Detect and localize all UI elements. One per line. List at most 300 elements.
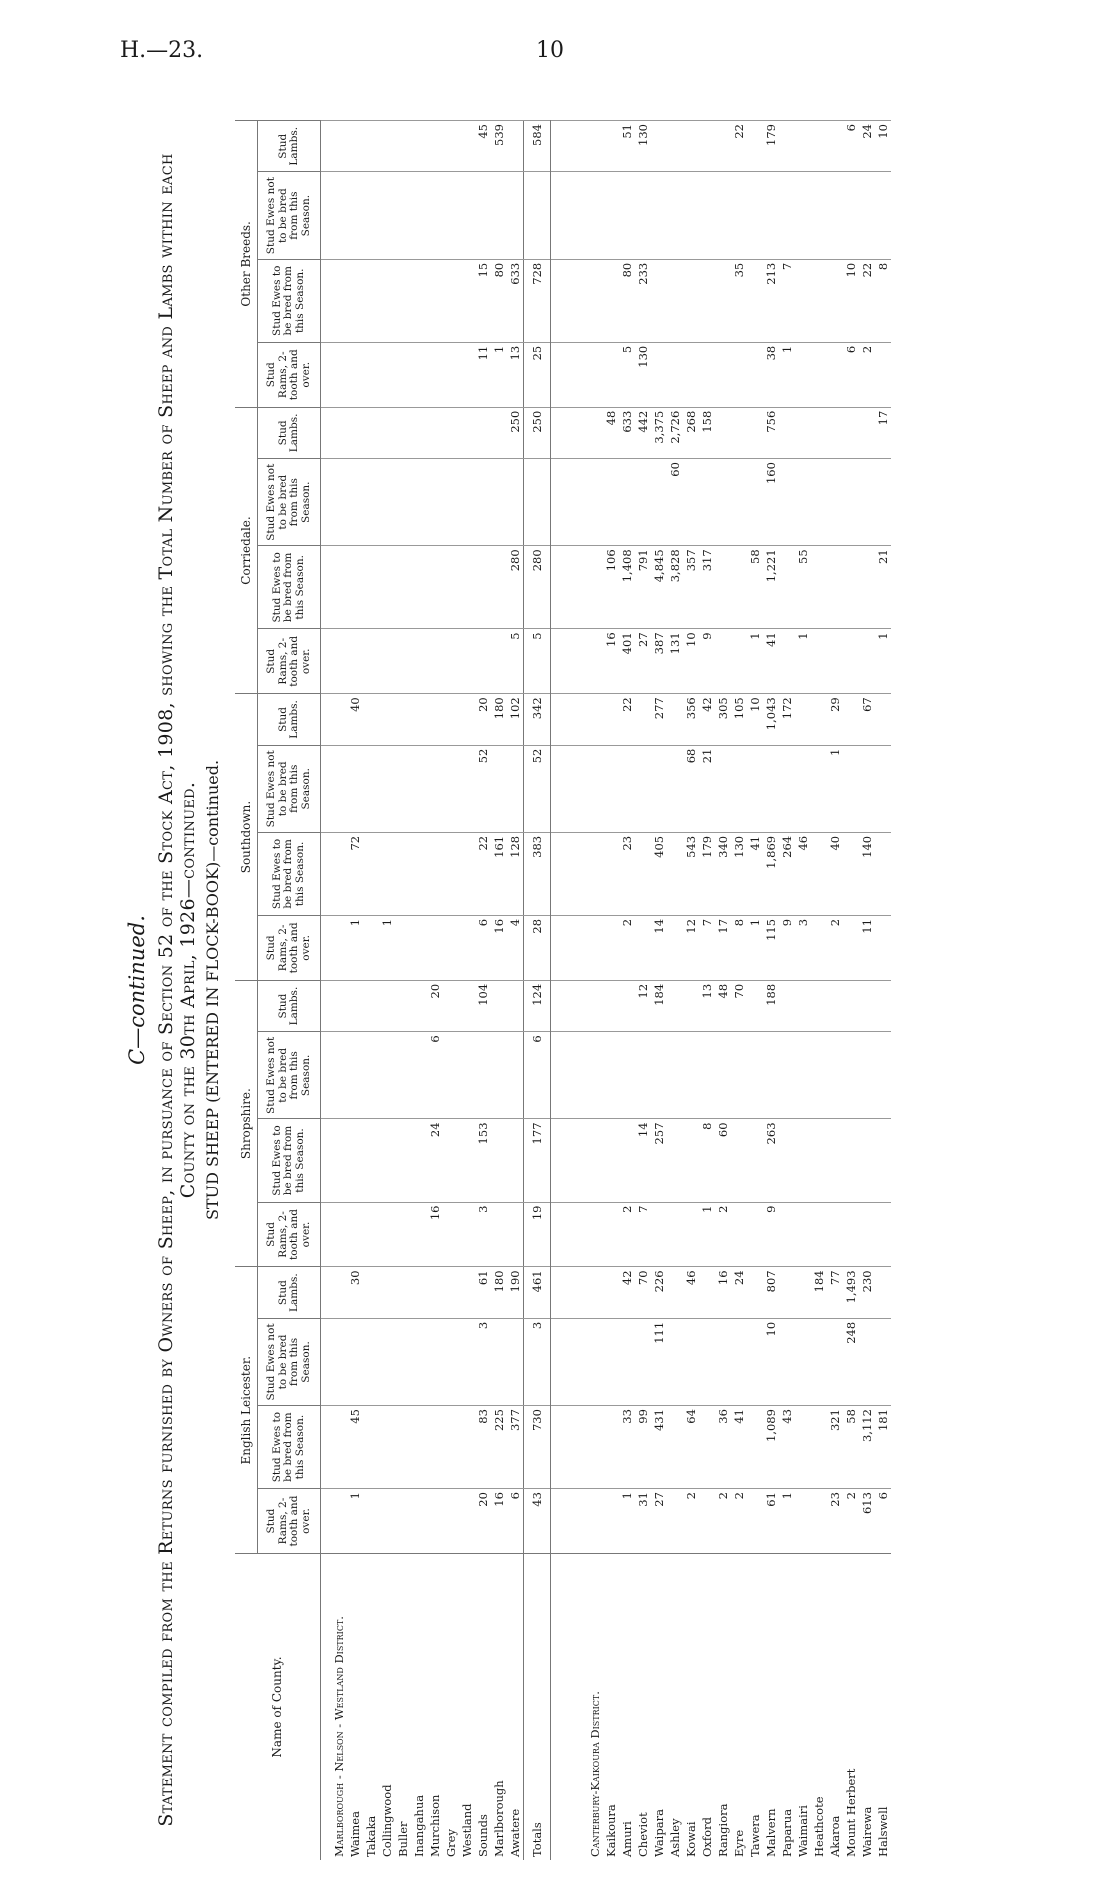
table-cell: 2 (619, 1202, 635, 1267)
table-cell (619, 1318, 635, 1405)
table-cell (379, 121, 395, 173)
table-cell (459, 694, 475, 745)
table-cell (363, 832, 379, 915)
table-cell (577, 546, 603, 629)
table-cell (667, 1032, 683, 1119)
table-cell (603, 1119, 619, 1202)
table-header (235, 121, 321, 1861)
table-cell (551, 342, 578, 407)
table-cell: 61 (763, 1489, 779, 1554)
table-cell: 31 (635, 1489, 651, 1554)
table-cell: 543 (683, 832, 699, 915)
table-cell: 1 (347, 1489, 363, 1554)
table-cell (395, 832, 411, 915)
table-cell (811, 629, 827, 694)
table-cell (827, 1318, 843, 1405)
table-cell (379, 259, 395, 342)
table-cell (779, 629, 795, 694)
table-cell (443, 121, 459, 173)
table-cell: 10 (843, 259, 859, 342)
table-cell (491, 980, 507, 1031)
table-cell (731, 546, 747, 629)
county-name: Waimea (347, 1554, 363, 1861)
table-cell (395, 172, 411, 259)
table-cell (843, 172, 859, 259)
table-cell (811, 459, 827, 546)
table-cell (379, 459, 395, 546)
table-cell: 280 (524, 546, 551, 629)
table-cell (683, 342, 699, 407)
table-cell (603, 459, 619, 546)
table-cell (731, 459, 747, 546)
table-cell (551, 459, 578, 546)
county-name: Buller (395, 1554, 411, 1861)
table-cell (395, 1032, 411, 1119)
county-name: Marlborough (491, 1554, 507, 1861)
table-cell (651, 259, 667, 342)
table-cell: 13 (507, 342, 524, 407)
table-cell (491, 172, 507, 259)
county-name: Paparua (779, 1554, 795, 1861)
table-cell (551, 546, 578, 629)
table-cell: 77 (827, 1267, 843, 1318)
table-cell (443, 407, 459, 458)
table-cell (321, 915, 348, 980)
table-cell (779, 546, 795, 629)
table-cell (747, 259, 763, 342)
table-cell (811, 745, 827, 832)
table-cell (443, 694, 459, 745)
table-cell (363, 915, 379, 980)
table-cell (363, 259, 379, 342)
table-cell (667, 1406, 683, 1489)
table-cell: 52 (524, 745, 551, 832)
table-cell (363, 1119, 379, 1202)
table-cell (667, 1202, 683, 1267)
table-cell: 179 (699, 832, 715, 915)
table-cell: 3,828 (667, 546, 683, 629)
table-cell: 40 (347, 694, 363, 745)
table-cell (619, 745, 635, 832)
table-cell (411, 407, 427, 458)
table-cell (603, 915, 619, 980)
county-name: Halswell (875, 1554, 891, 1861)
table-cell (827, 259, 843, 342)
sub-column-header: Stud Rams, 2-tooth and over. (258, 629, 321, 694)
table-cell (795, 407, 811, 458)
table-cell (507, 745, 524, 832)
table-cell: 8 (699, 1119, 715, 1202)
table-cell (811, 1406, 827, 1489)
table-row (779, 121, 795, 1861)
table-cell: 9 (779, 915, 795, 980)
table-cell (795, 980, 811, 1031)
table-cell (491, 407, 507, 458)
table-cell (667, 342, 683, 407)
table-cell: 213 (763, 259, 779, 342)
table-cell: 1 (827, 745, 843, 832)
table-row (763, 121, 779, 1861)
table-cell: 3 (524, 1318, 551, 1405)
table-cell: 33 (619, 1406, 635, 1489)
table-cell (551, 1119, 578, 1202)
table-cell (551, 172, 578, 259)
table-row (427, 121, 443, 1861)
table-cell: 584 (524, 121, 551, 173)
table-cell (427, 546, 443, 629)
table-cell (811, 832, 827, 915)
table-cell: 2 (715, 1489, 731, 1554)
county-name (551, 1554, 578, 1861)
table-cell: 161 (491, 832, 507, 915)
table-cell: 10 (747, 694, 763, 745)
table-cell (811, 121, 827, 173)
table-row (635, 121, 651, 1861)
table-cell (779, 1267, 795, 1318)
table-cell (843, 407, 859, 458)
table-cell: 4 (507, 915, 524, 980)
table-cell (411, 1406, 427, 1489)
sub-column-header: Stud Ewes to be bred from this Season. (258, 259, 321, 342)
table-cell (667, 832, 683, 915)
table-cell (747, 1202, 763, 1267)
table-row (715, 121, 731, 1861)
table-cell (347, 1032, 363, 1119)
breed-header: Southdown. (235, 694, 258, 981)
title-block (125, 120, 222, 1860)
table-cell (321, 1406, 348, 1489)
table-cell (475, 546, 491, 629)
table-cell (347, 745, 363, 832)
table-cell: 1,043 (763, 694, 779, 745)
table-cell (427, 1489, 443, 1554)
sub-column-header: Stud Lambs. (258, 121, 321, 173)
table-cell (411, 1032, 427, 1119)
table-cell (731, 1032, 747, 1119)
totals-row (524, 121, 551, 1861)
table-cell: 613 (859, 1489, 875, 1554)
table-cell (795, 1318, 811, 1405)
table-cell (395, 459, 411, 546)
table-cell (811, 172, 827, 259)
table-cell (667, 745, 683, 832)
table-cell: 6 (843, 121, 859, 173)
table-cell (577, 1202, 603, 1267)
table-cell: 12 (635, 980, 651, 1031)
table-cell (731, 407, 747, 458)
table-cell (747, 121, 763, 173)
sub-column-header: Stud Ewes not to be bred from this Season. (258, 745, 321, 832)
table-row (683, 121, 699, 1861)
table-cell (427, 172, 443, 259)
table-cell (715, 342, 731, 407)
table-cell: 38 (763, 342, 779, 407)
table-cell (603, 121, 619, 173)
table-cell (635, 915, 651, 980)
table-cell (395, 694, 411, 745)
table-cell (443, 1119, 459, 1202)
table-cell (683, 1318, 699, 1405)
county-name: Rangiora (715, 1554, 731, 1861)
table-cell: 17 (715, 915, 731, 980)
table-cell (321, 745, 348, 832)
table-cell (443, 259, 459, 342)
table-cell (363, 121, 379, 173)
table-cell: 1,869 (763, 832, 779, 915)
table-cell (459, 832, 475, 915)
table-row (731, 121, 747, 1861)
table-cell (427, 1318, 443, 1405)
table-cell (427, 1267, 443, 1318)
table-cell (507, 1119, 524, 1202)
table-cell (475, 459, 491, 546)
table-cell (379, 694, 395, 745)
table-cell: 3 (475, 1202, 491, 1267)
table-cell: 257 (651, 1119, 667, 1202)
table-cell (411, 832, 427, 915)
table-cell (443, 832, 459, 915)
table-cell (859, 745, 875, 832)
table-cell (379, 1318, 395, 1405)
table-cell (395, 1406, 411, 1489)
table-cell: 64 (683, 1406, 699, 1489)
sub-column-header: Stud Rams, 2-tooth and over. (258, 1489, 321, 1554)
table-cell (395, 407, 411, 458)
table-cell (551, 745, 578, 832)
table-cell (699, 1032, 715, 1119)
table-body (321, 121, 892, 1861)
table-cell: 791 (635, 546, 651, 629)
table-cell (577, 1318, 603, 1405)
table-cell: 17 (875, 407, 891, 458)
stud-sheep-table (235, 120, 891, 1860)
table-cell (603, 694, 619, 745)
table-cell (347, 459, 363, 546)
table-cell (651, 459, 667, 546)
table-cell: 633 (507, 259, 524, 342)
table-cell: 2 (731, 1489, 747, 1554)
county-name: Inangahua (411, 1554, 427, 1861)
table-cell (363, 1202, 379, 1267)
breed-header: Corriedale. (235, 407, 258, 694)
table-cell (379, 1119, 395, 1202)
table-cell: 321 (827, 1406, 843, 1489)
table-cell (747, 172, 763, 259)
table-cell (603, 1267, 619, 1318)
table-cell (779, 407, 795, 458)
table-cell (443, 1406, 459, 1489)
table-cell (635, 1318, 651, 1405)
table-cell (667, 259, 683, 342)
table-cell (551, 1267, 578, 1318)
table-cell (491, 1119, 507, 1202)
table-cell: 51 (619, 121, 635, 173)
table-cell: 140 (859, 832, 875, 915)
table-cell: 111 (651, 1318, 667, 1405)
table-cell (427, 342, 443, 407)
table-cell (699, 1318, 715, 1405)
table-cell: 42 (699, 694, 715, 745)
table-cell (875, 1267, 891, 1318)
table-cell: 105 (731, 694, 747, 745)
table-cell (843, 1119, 859, 1202)
table-cell (827, 629, 843, 694)
page-number: 10 (536, 38, 564, 63)
table-cell (459, 1032, 475, 1119)
table-cell (875, 1119, 891, 1202)
table-cell (551, 980, 578, 1031)
table-cell (524, 459, 551, 546)
table-cell (363, 1406, 379, 1489)
table-cell (843, 629, 859, 694)
table-cell (577, 407, 603, 458)
sub-column-header: Stud Ewes to be bred from this Season. (258, 1406, 321, 1489)
table-cell: 13 (699, 980, 715, 1031)
table-cell (551, 832, 578, 915)
table-cell: 67 (859, 694, 875, 745)
table-cell (699, 172, 715, 259)
table-cell (859, 1202, 875, 1267)
table-cell (577, 1119, 603, 1202)
table-cell (667, 1318, 683, 1405)
statement-title: Statement compiled from the Returns furnished by Owners of Sheep, in pursuance of Section 52 of the Stock Act, 1908, showing the Total Number of Sheep and Lambs within each County on the 30th April, 1926—continued. (155, 153, 199, 1827)
table-cell (395, 121, 411, 173)
table-cell (321, 694, 348, 745)
table-cell: 442 (635, 407, 651, 458)
table-cell (603, 1032, 619, 1119)
table-cell (491, 1032, 507, 1119)
table-cell (795, 1202, 811, 1267)
sub-column-header: Stud Lambs. (258, 1267, 321, 1318)
table-cell: 36 (715, 1406, 731, 1489)
table-cell (321, 546, 348, 629)
table-cell: 250 (507, 407, 524, 458)
table-cell (683, 121, 699, 173)
table-cell: 383 (524, 832, 551, 915)
table-cell (577, 1032, 603, 1119)
table-cell (347, 1318, 363, 1405)
table-cell: 250 (524, 407, 551, 458)
table-cell (363, 1032, 379, 1119)
county-name: Sounds (475, 1554, 491, 1861)
table-cell (459, 1267, 475, 1318)
table-cell (379, 832, 395, 915)
table-cell: 431 (651, 1406, 667, 1489)
table-cell: 83 (475, 1406, 491, 1489)
table-cell (843, 459, 859, 546)
table-cell (763, 172, 779, 259)
sub-column-header: Stud Ewes to be bred from this Season. (258, 1119, 321, 1202)
county-name: Waipara (651, 1554, 667, 1861)
table-cell (491, 1202, 507, 1267)
table-cell: 7 (635, 1202, 651, 1267)
table-cell (795, 342, 811, 407)
table-cell (321, 1119, 348, 1202)
table-cell (459, 172, 475, 259)
sub-column-header: Stud Ewes not to be bred from this Season. (258, 459, 321, 546)
table-cell (321, 259, 348, 342)
table-row (811, 121, 827, 1861)
table-cell: 9 (699, 629, 715, 694)
table-cell (459, 342, 475, 407)
table-cell (443, 915, 459, 980)
table-cell: 27 (635, 629, 651, 694)
table-cell (715, 459, 731, 546)
table-cell: 12 (683, 915, 699, 980)
table-cell (551, 1489, 578, 1554)
table-cell (577, 629, 603, 694)
table-cell: 2 (859, 342, 875, 407)
table-cell (411, 980, 427, 1031)
table-cell (779, 1119, 795, 1202)
table-cell (551, 259, 578, 342)
table-cell: 43 (524, 1489, 551, 1554)
table-cell (875, 459, 891, 546)
table-cell: 60 (667, 459, 683, 546)
table-cell (379, 1202, 395, 1267)
table-cell (577, 121, 603, 173)
sub-column-header: Stud Ewes not to be bred from this Season. (258, 172, 321, 259)
table-cell (551, 915, 578, 980)
table-cell: 1 (747, 629, 763, 694)
table-cell (491, 745, 507, 832)
table-cell (427, 407, 443, 458)
table-cell (443, 342, 459, 407)
table-cell: 153 (475, 1119, 491, 1202)
sub-column-header: Stud Lambs. (258, 407, 321, 458)
sub-column-header: Stud Rams, 2-tooth and over. (258, 915, 321, 980)
table-cell: 23 (619, 832, 635, 915)
table-cell (577, 342, 603, 407)
table-cell (491, 1318, 507, 1405)
table-cell (411, 1318, 427, 1405)
table-cell (411, 259, 427, 342)
table-cell: 124 (524, 980, 551, 1031)
table-cell: 20 (475, 694, 491, 745)
table-cell: 728 (524, 259, 551, 342)
table-cell: 1 (347, 915, 363, 980)
table-cell (715, 745, 731, 832)
table-cell (667, 1119, 683, 1202)
table-cell (875, 694, 891, 745)
table-cell: 99 (635, 1406, 651, 1489)
table-row (651, 121, 667, 1861)
table-cell (507, 1318, 524, 1405)
table-cell: 43 (779, 1406, 795, 1489)
table-row (347, 121, 363, 1861)
county-name: Murchison (427, 1554, 443, 1861)
table-cell: 6 (843, 342, 859, 407)
table-cell (363, 1489, 379, 1554)
table-cell (491, 629, 507, 694)
table-cell: 24 (859, 121, 875, 173)
table-cell: 226 (651, 1267, 667, 1318)
table-cell: 10 (683, 629, 699, 694)
sub-column-header: Stud Ewes to be bred from this Season. (258, 832, 321, 915)
table-cell: 5 (619, 342, 635, 407)
table-cell: 2 (683, 1489, 699, 1554)
table-cell (651, 172, 667, 259)
table-cell: 180 (491, 1267, 507, 1318)
table-cell: 130 (731, 832, 747, 915)
table-cell (875, 915, 891, 980)
table-cell (715, 172, 731, 259)
county-name: Ashley (667, 1554, 683, 1861)
table-cell: 1 (491, 342, 507, 407)
table-cell (507, 1032, 524, 1119)
table-cell: 2 (827, 915, 843, 980)
table-cell: 633 (619, 407, 635, 458)
